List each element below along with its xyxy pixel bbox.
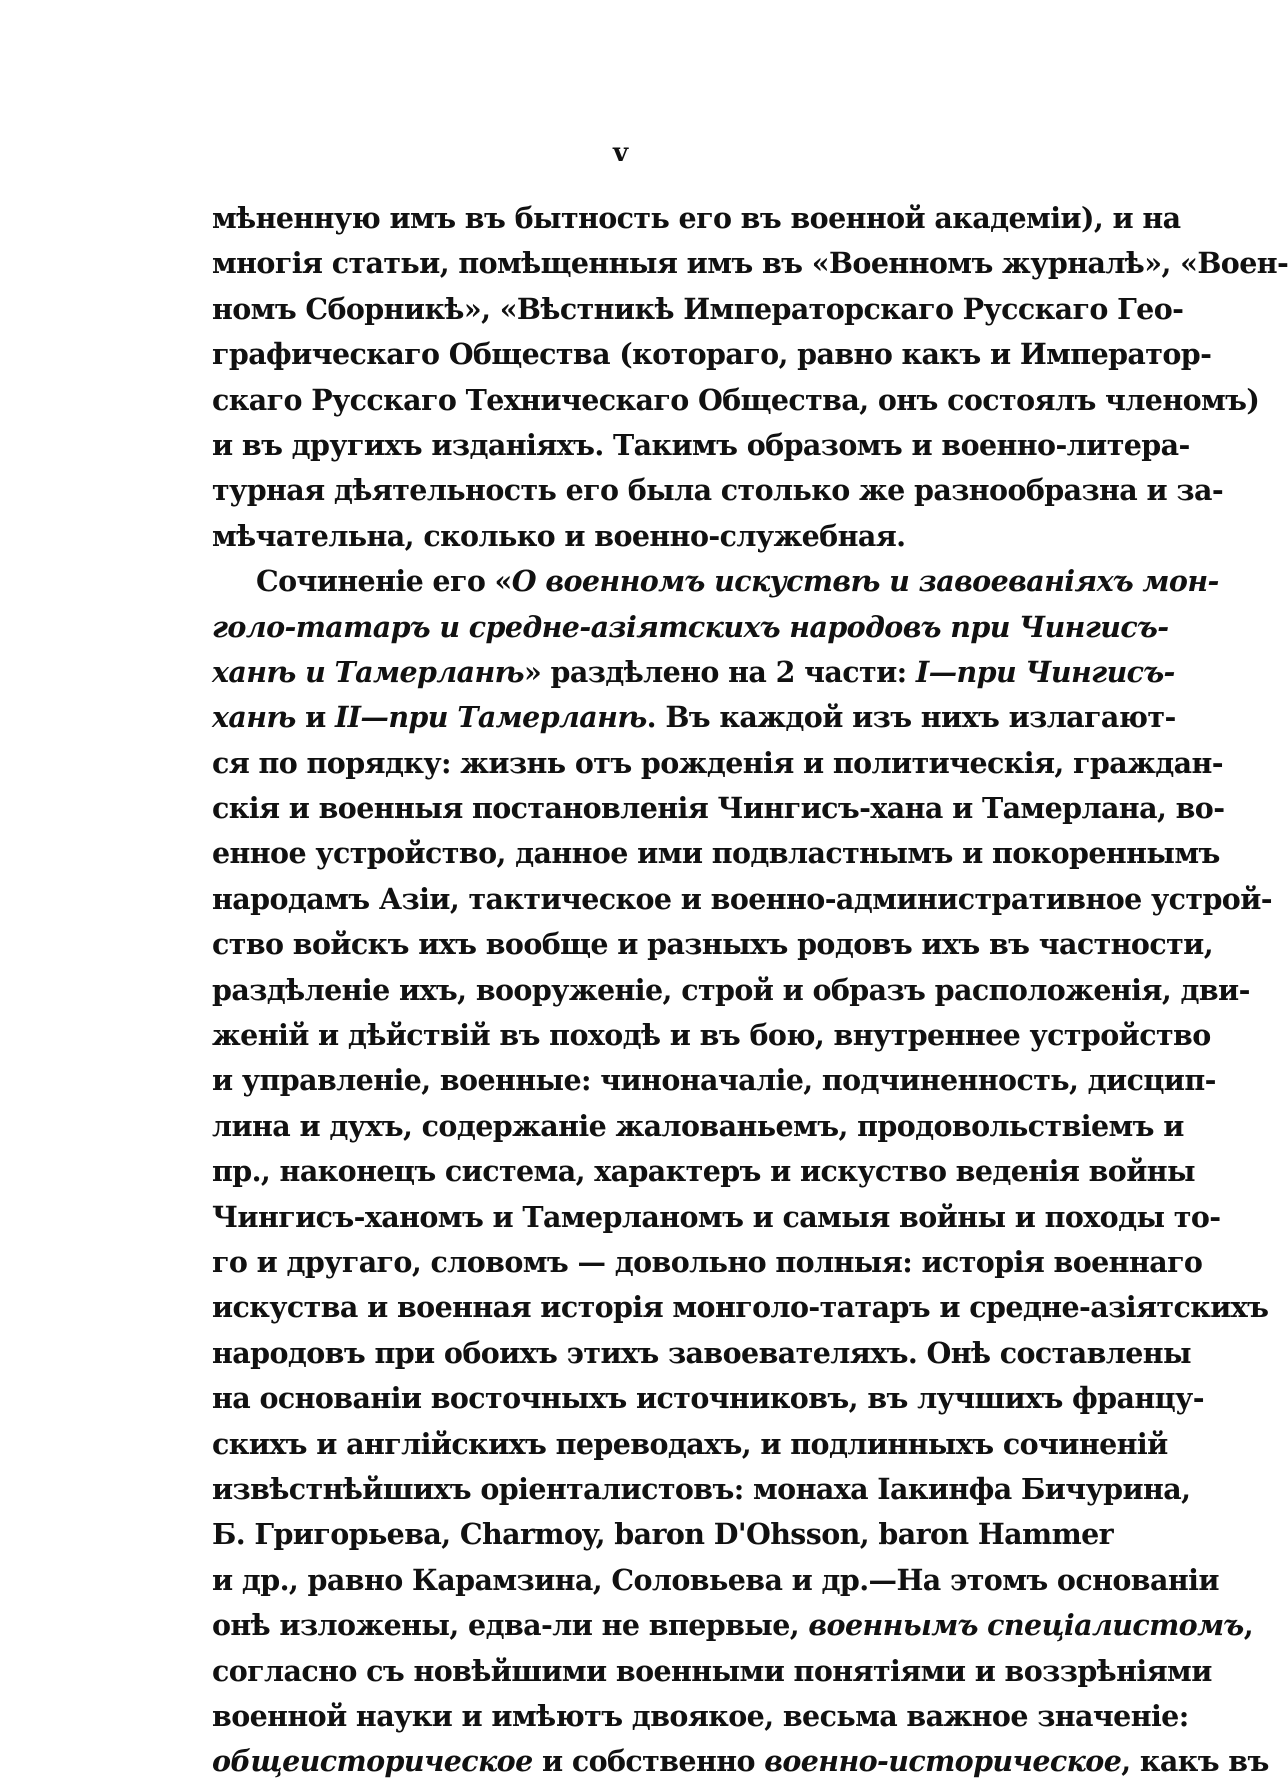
text-line: ся по порядку: жизнь отъ рожденія и политическія, граждан- [212, 745, 1224, 780]
text-line [212, 650, 1175, 695]
text-segment: , [1243, 1608, 1254, 1643]
text-line: искуства и военная исторія монголо-татаръ и средне-азіятскихъ [212, 1290, 1269, 1325]
italic-segment: голо-татаръ и средне-азіятскихъ народовъ при Чингисъ- [212, 609, 1169, 644]
text-line [212, 559, 1219, 604]
italic-segment: II—при Тамерланѣ [334, 700, 647, 735]
italic-segment: военнымъ спеціалистомъ [808, 1608, 1244, 1643]
body-text [212, 196, 1288, 1785]
italic-segment: ханѣ и Тамерланѣ [212, 654, 524, 689]
text-line: номъ Сборникѣ», «Вѣстникѣ Императорскаго Русскаго Гео- [212, 291, 1184, 326]
text-line [212, 605, 1169, 650]
text-line: скія и военныя постановленія Чингисъ-хана и Тамерлана, во- [212, 791, 1225, 826]
text-line: турная дѣятельность его была столько же разнообразна и за- [212, 473, 1224, 508]
text-line: Чингисъ-ханомъ и Тамерланомъ и самыя войны и походы то- [212, 1199, 1221, 1234]
italic-segment: ханѣ [212, 700, 296, 735]
text-segment: » раздѣлено на 2 части: [523, 654, 916, 689]
text-line: и др., равно Карамзина, Соловьева и др.—На этомъ основаніи [212, 1562, 1219, 1597]
text-line: и въ другихъ изданіяхъ. Такимъ образомъ и военно-литера- [212, 427, 1190, 462]
text-line: и управленіе, военные: чиноначаліе, подчиненность, дисцип- [212, 1063, 1216, 1098]
text-line: го и другаго, словомъ — довольно полныя: исторія военнаго [212, 1244, 1203, 1279]
italic-segment: I—при Чингисъ- [915, 654, 1175, 689]
text-line [212, 1603, 1254, 1648]
text-line: скихъ и англійскихъ переводахъ, и подлинныхъ сочиненій [212, 1426, 1168, 1461]
italic-segment: общеисторическое [212, 1744, 533, 1779]
text-line: пр., наконецъ система, характеръ и искуство веденія войны [212, 1154, 1195, 1189]
text-segment: онѣ изложены, едва-ли не впервые, [212, 1608, 809, 1643]
text-line: мѣчательна, сколько и военно-служебная. [212, 518, 906, 553]
page-number: v [612, 138, 629, 168]
text-line: раздѣленіе ихъ, вооруженіе, строй и образъ расположенія, дви- [212, 972, 1250, 1007]
text-line: лина и духъ, содержаніе жалованьемъ, продовольствіемъ и [212, 1108, 1184, 1143]
text-line: мѣненную имъ въ бытность его въ военной академіи), и на [212, 201, 1181, 235]
text-segment: , какъ въ [1121, 1744, 1269, 1779]
text-line: согласно съ новѣйшими военными понятіями и воззрѣніями [212, 1653, 1212, 1688]
text-line: многія статьи, помѣщенныя имъ въ «Военномъ журналѣ», «Воен- [212, 246, 1288, 281]
text-segment: и собственно [532, 1744, 765, 1779]
text-line: извѣстнѣйшихъ оріенталистовъ: монаха Іакинфа Бичурина, [212, 1471, 1191, 1506]
text-segment: и [295, 700, 335, 735]
text-segment: Сочиненіе его « [256, 564, 512, 599]
text-line: женій и дѣйствій въ походѣ и въ бою, внутреннее устройство [212, 1018, 1211, 1053]
text-line [212, 1739, 1269, 1784]
text-segment: . Въ каждой изъ нихъ излагают- [646, 700, 1176, 735]
text-line: графическаго Общества (котораго, равно какъ и Император- [212, 337, 1212, 372]
text-line: енное устройство, данное ими подвластнымъ и покореннымъ [212, 836, 1220, 871]
text-line: на основаніи восточныхъ источниковъ, въ лучшихъ францу- [212, 1381, 1204, 1416]
italic-segment: военно-историческое [764, 1744, 1122, 1779]
text-line: скаго Русскаго Техническаго Общества, онъ состоялъ членомъ) [212, 382, 1260, 417]
italic-segment: О военномъ искуствѣ и завоеваніяхъ мон- [511, 564, 1219, 599]
text-line: Б. Григорьева, Charmoy, baron D'Ohsson, baron Hammer [212, 1517, 1114, 1552]
text-line [212, 695, 1176, 740]
text-line: ство войскъ ихъ вообще и разныхъ родовъ ихъ въ частности, [212, 927, 1214, 962]
text-line: народамъ Азіи, тактическое и военно-административное устрой- [212, 881, 1272, 916]
text-line: военной науки и имѣютъ двоякое, весьма важное значеніе: [212, 1698, 1189, 1733]
text-line: народовъ при обоихъ этихъ завоевателяхъ. Онѣ составлены [212, 1335, 1192, 1370]
